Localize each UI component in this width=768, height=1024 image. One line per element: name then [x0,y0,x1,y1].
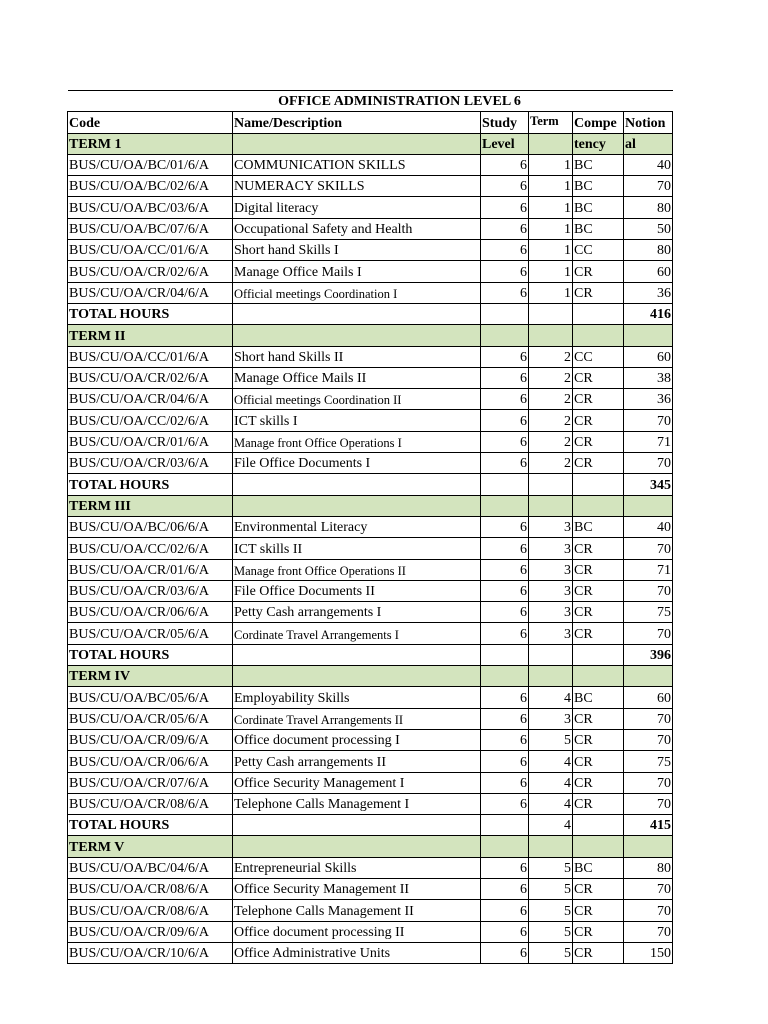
total-blank [481,303,529,324]
study-level: 6 [481,431,529,452]
competency: CR [573,453,624,474]
notional-hours: 70 [624,793,673,814]
course-code: BUS/CU/OA/BC/03/6/A [68,197,233,218]
term-blank [233,325,481,346]
term-number: 1 [529,261,573,282]
notional-hours: 70 [624,538,673,559]
header-notional: Notion [624,112,673,133]
study-level: 6 [481,772,529,793]
term-label: TERM 1 [68,133,233,154]
study-level: 6 [481,729,529,750]
competency: CR [573,751,624,772]
total-term: 4 [529,815,573,836]
course-row [68,538,673,559]
course-code: BUS/CU/OA/CC/01/6/A [68,240,233,261]
course-name: Short hand Skills I [233,240,481,261]
term-blank [233,836,481,857]
notional-hours: 70 [624,410,673,431]
competency: CR [573,538,624,559]
study-level: 6 [481,538,529,559]
term-blank [624,495,673,516]
total-label: TOTAL HOURS [68,303,233,324]
total-blank [573,474,624,495]
course-name: COMMUNICATION SKILLS [233,154,481,175]
term-blank [529,325,573,346]
term-number: 4 [529,793,573,814]
notional-hours: 60 [624,261,673,282]
course-name: Telephone Calls Management I [233,793,481,814]
competency: CR [573,623,624,644]
term-number: 1 [529,282,573,303]
study-level: 6 [481,708,529,729]
course-row [68,878,673,899]
total-blank [233,644,481,665]
total-label: TOTAL HOURS [68,815,233,836]
study-level: 6 [481,751,529,772]
course-row [68,261,673,282]
course-row [68,921,673,942]
course-table [67,90,673,964]
study-level: 6 [481,410,529,431]
course-name: Entrepreneurial Skills [233,857,481,878]
course-row [68,729,673,750]
study-level: 6 [481,942,529,963]
course-name: Manage Office Mails II [233,367,481,388]
course-name: Environmental Literacy [233,516,481,537]
course-row [68,367,673,388]
term-number: 3 [529,516,573,537]
course-code: BUS/CU/OA/CR/07/6/A [68,772,233,793]
term-blank [481,836,529,857]
header-code: Code [68,112,233,133]
course-code: BUS/CU/OA/CR/02/6/A [68,261,233,282]
term-number: 4 [529,751,573,772]
competency: BC [573,516,624,537]
course-code: BUS/CU/OA/CR/08/6/A [68,878,233,899]
term-blank [529,495,573,516]
course-row [68,687,673,708]
course-code: BUS/CU/OA/CC/02/6/A [68,410,233,431]
term-blank [529,666,573,687]
notional-hours: 70 [624,453,673,474]
course-code: BUS/CU/OA/CR/09/6/A [68,921,233,942]
course-row [68,772,673,793]
study-level: 6 [481,516,529,537]
term-blank [573,666,624,687]
course-name: NUMERACY SKILLS [233,176,481,197]
term-blank [481,495,529,516]
course-row [68,431,673,452]
competency: CR [573,878,624,899]
term-blank [529,836,573,857]
sheet-title: OFFICE ADMINISTRATION LEVEL 6 [68,91,673,112]
course-row [68,176,673,197]
course-name: Digital literacy [233,197,481,218]
term-blank [233,666,481,687]
notional-hours: 70 [624,772,673,793]
term-number: 1 [529,176,573,197]
term-number: 3 [529,708,573,729]
study-level: 6 [481,793,529,814]
notional-hours: 36 [624,282,673,303]
competency: CC [573,346,624,367]
course-row [68,708,673,729]
study-level: 6 [481,453,529,474]
course-row [68,154,673,175]
course-name: File Office Documents I [233,453,481,474]
header-row [68,112,673,133]
study-level: 6 [481,623,529,644]
course-row [68,559,673,580]
notional-hours: 80 [624,857,673,878]
course-name: Office document processing II [233,921,481,942]
header-competency-2: tency [573,133,624,154]
term-number: 1 [529,218,573,239]
study-level: 6 [481,367,529,388]
study-level: 6 [481,346,529,367]
header-study-level: Study [481,112,529,133]
study-level: 6 [481,218,529,239]
term-number: 4 [529,772,573,793]
course-name: Short hand Skills II [233,346,481,367]
term-number: 3 [529,559,573,580]
notional-hours: 50 [624,218,673,239]
course-name: Office Security Management I [233,772,481,793]
total-blank [233,474,481,495]
term-blank [624,666,673,687]
term-blank [573,836,624,857]
notional-hours: 60 [624,346,673,367]
term-number: 3 [529,602,573,623]
course-code: BUS/CU/OA/BC/06/6/A [68,516,233,537]
competency: CR [573,410,624,431]
notional-hours: 38 [624,367,673,388]
competency: CR [573,367,624,388]
header-term: Term [529,112,573,133]
notional-hours: 150 [624,942,673,963]
competency: BC [573,197,624,218]
total-hours: 396 [624,644,673,665]
term-label: TERM III [68,495,233,516]
course-code: BUS/CU/OA/CC/01/6/A [68,346,233,367]
term-number: 5 [529,857,573,878]
course-name-wrap [234,221,479,239]
notional-hours: 36 [624,389,673,410]
competency: CR [573,282,624,303]
notional-hours: 70 [624,729,673,750]
study-level: 6 [481,154,529,175]
study-level: 6 [481,197,529,218]
total-row [68,474,673,495]
notional-hours: 40 [624,516,673,537]
competency: CR [573,261,624,282]
course-code: BUS/CU/OA/CR/02/6/A [68,367,233,388]
course-code: BUS/CU/OA/CR/10/6/A [68,942,233,963]
course-code: BUS/CU/OA/CR/05/6/A [68,708,233,729]
term-blank [573,495,624,516]
term-blank [624,836,673,857]
notional-hours: 70 [624,176,673,197]
total-label: TOTAL HOURS [68,474,233,495]
total-label: TOTAL HOURS [68,644,233,665]
total-blank [573,644,624,665]
competency: BC [573,218,624,239]
term-number: 5 [529,942,573,963]
course-name: ICT skills I [233,410,481,431]
competency: CR [573,772,624,793]
competency: CR [573,729,624,750]
total-term [529,474,573,495]
competency: BC [573,857,624,878]
course-row [68,580,673,601]
course-code: BUS/CU/OA/CR/04/6/A [68,282,233,303]
course-row [68,389,673,410]
course-name: Petty Cash arrangements II [233,751,481,772]
course-name: Cordinate Travel Arrangements I [233,623,481,644]
course-code: BUS/CU/OA/CR/01/6/A [68,559,233,580]
notional-hours: 70 [624,580,673,601]
term-row [68,133,673,154]
course-name: Cordinate Travel Arrangements II [233,708,481,729]
course-name: Office document processing I [233,729,481,750]
term-blank [481,325,529,346]
term-number: 1 [529,154,573,175]
course-code: BUS/CU/OA/CR/08/6/A [68,793,233,814]
competency: CR [573,793,624,814]
term-number: 1 [529,240,573,261]
course-name: Office Security Management II [233,878,481,899]
term-row [68,495,673,516]
study-level: 6 [481,282,529,303]
course-row [68,793,673,814]
course-name: ICT skills II [233,538,481,559]
course-name: Employability Skills [233,687,481,708]
notional-hours: 75 [624,751,673,772]
competency: CR [573,559,624,580]
term-number: 3 [529,623,573,644]
course-name: Manage front Office Operations II [233,559,481,580]
competency: BC [573,154,624,175]
total-hours: 345 [624,474,673,495]
course-row [68,751,673,772]
study-level: 6 [481,900,529,921]
term-number: 2 [529,431,573,452]
course-code: BUS/CU/OA/CR/04/6/A [68,389,233,410]
course-name: Manage Office Mails I [233,261,481,282]
term-number: 5 [529,878,573,899]
notional-hours: 70 [624,878,673,899]
term-number: 1 [529,197,573,218]
total-blank [233,303,481,324]
total-term [529,303,573,324]
term-number: 4 [529,687,573,708]
course-code: BUS/CU/OA/CC/02/6/A [68,538,233,559]
term-number: 3 [529,538,573,559]
course-code: BUS/CU/OA/CR/03/6/A [68,580,233,601]
competency: CR [573,580,624,601]
course-name: Manage front Office Operations I [233,431,481,452]
study-level: 6 [481,921,529,942]
notional-hours: 70 [624,623,673,644]
competency: CR [573,921,624,942]
course-code: BUS/CU/OA/BC/01/6/A [68,154,233,175]
competency: CR [573,431,624,452]
course-name: Official meetings Coordination II [233,389,481,410]
competency: BC [573,176,624,197]
term-number: 2 [529,346,573,367]
course-row [68,942,673,963]
course-code: BUS/CU/OA/BC/04/6/A [68,857,233,878]
term-number: 5 [529,900,573,921]
header-notional-2: al [624,133,673,154]
course-name: File Office Documents II [233,580,481,601]
notional-hours: 71 [624,559,673,580]
total-row [68,303,673,324]
course-row [68,197,673,218]
study-level: 6 [481,602,529,623]
total-blank [573,303,624,324]
course-code: BUS/CU/OA/BC/02/6/A [68,176,233,197]
term-blank [573,325,624,346]
study-level: 6 [481,878,529,899]
course-row [68,900,673,921]
course-name-text: Occupational Safety and Health [234,222,413,238]
total-blank [481,644,529,665]
course-name: Telephone Calls Management II [233,900,481,921]
competency: CR [573,602,624,623]
total-term [529,644,573,665]
course-name [233,218,481,239]
study-level: 6 [481,687,529,708]
term-number: 2 [529,389,573,410]
study-level: 6 [481,857,529,878]
study-level: 6 [481,559,529,580]
term-number: 2 [529,410,573,431]
header-name: Name/Description [233,112,481,133]
course-code: BUS/CU/OA/CR/03/6/A [68,453,233,474]
title-row [68,91,673,112]
course-row [68,453,673,474]
course-code: BUS/CU/OA/CR/08/6/A [68,900,233,921]
course-code: BUS/CU/OA/CR/05/6/A [68,623,233,644]
notional-hours: 71 [624,431,673,452]
total-hours: 415 [624,815,673,836]
spreadsheet [67,90,672,964]
term-label: TERM IV [68,666,233,687]
course-code: BUS/CU/OA/CR/06/6/A [68,751,233,772]
term-blank [529,133,573,154]
term-number: 2 [529,367,573,388]
course-row [68,623,673,644]
competency: CR [573,900,624,921]
course-row [68,857,673,878]
study-level: 6 [481,261,529,282]
term-number: 3 [529,580,573,601]
course-row [68,218,673,239]
notional-hours: 70 [624,900,673,921]
study-level: 6 [481,240,529,261]
total-row [68,644,673,665]
competency: CR [573,389,624,410]
competency: BC [573,687,624,708]
notional-hours: 75 [624,602,673,623]
competency: CC [573,240,624,261]
term-blank [233,495,481,516]
course-code: BUS/CU/OA/CR/01/6/A [68,431,233,452]
total-hours: 416 [624,303,673,324]
course-row [68,282,673,303]
total-blank [481,474,529,495]
course-row [68,516,673,537]
study-level: 6 [481,176,529,197]
term-number: 2 [529,453,573,474]
course-code: BUS/CU/OA/BC/05/6/A [68,687,233,708]
course-row [68,240,673,261]
term-blank [624,325,673,346]
notional-hours: 70 [624,708,673,729]
term-label: TERM II [68,325,233,346]
course-name: Petty Cash arrangements I [233,602,481,623]
notional-hours: 40 [624,154,673,175]
study-level: 6 [481,389,529,410]
course-row [68,602,673,623]
competency: CR [573,942,624,963]
total-blank [573,815,624,836]
total-blank [481,815,529,836]
notional-hours: 70 [624,921,673,942]
term-number: 5 [529,921,573,942]
term-row [68,666,673,687]
term-blank [481,666,529,687]
course-name: Official meetings Coordination I [233,282,481,303]
study-level: 6 [481,580,529,601]
course-code: BUS/CU/OA/CR/06/6/A [68,602,233,623]
header-study-level-2: Level [481,133,529,154]
course-name: Office Administrative Units [233,942,481,963]
term-row [68,325,673,346]
notional-hours: 80 [624,240,673,261]
term-label: TERM V [68,836,233,857]
term-row [68,836,673,857]
term-number: 5 [529,729,573,750]
term-blank [233,133,481,154]
notional-hours: 80 [624,197,673,218]
header-competency: Compe [573,112,624,133]
course-row [68,346,673,367]
notional-hours: 60 [624,687,673,708]
total-row [68,815,673,836]
competency: CR [573,708,624,729]
total-blank [233,815,481,836]
course-code: BUS/CU/OA/BC/07/6/A [68,218,233,239]
course-row [68,410,673,431]
course-code: BUS/CU/OA/CR/09/6/A [68,729,233,750]
